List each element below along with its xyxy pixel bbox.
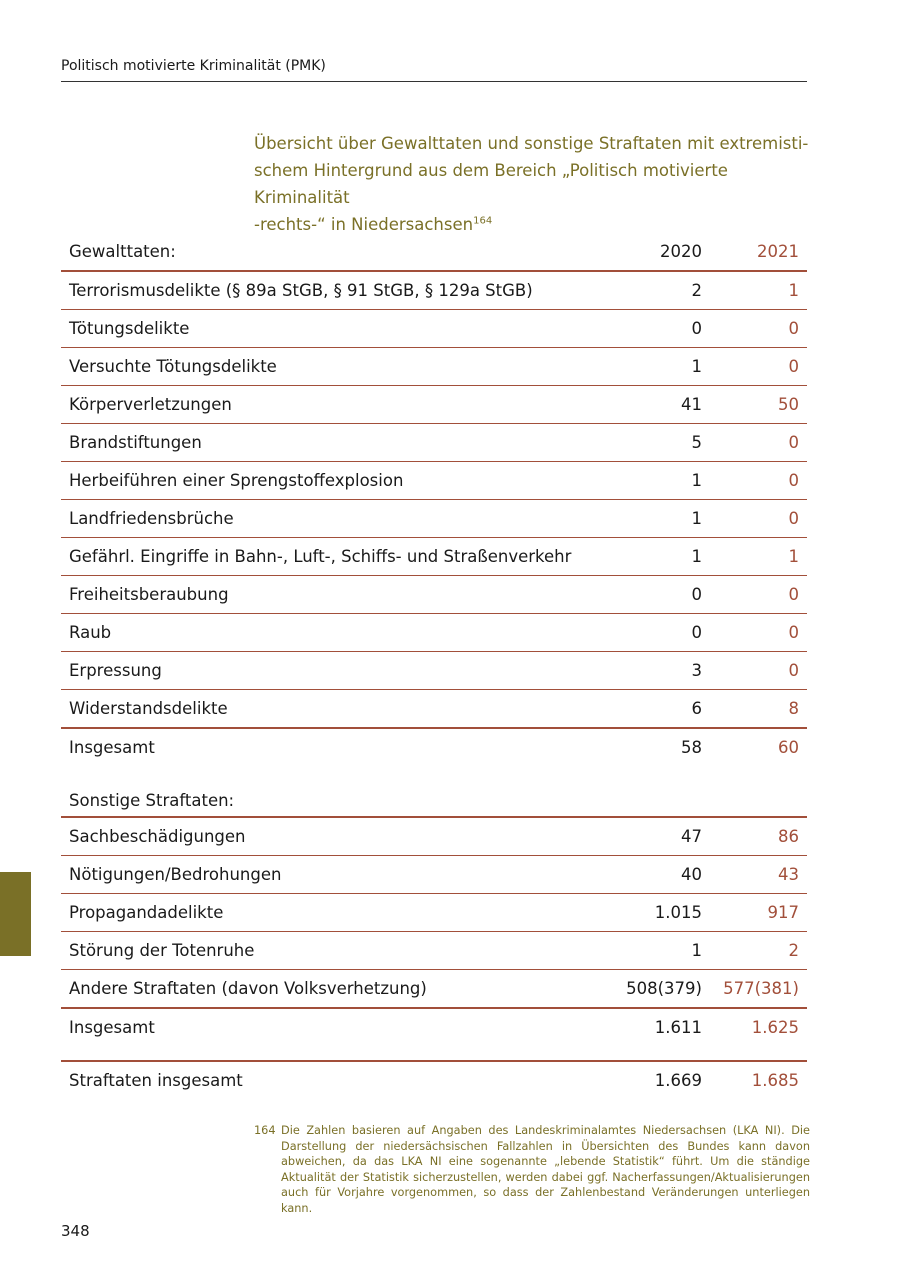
row-label: Straftaten insgesamt [69,1071,243,1090]
table-row [61,690,807,729]
row-label: Körperverletzungen [69,395,232,414]
row-label: Terrorismusdelikte (§ 89a StGB, § 91 StGB, § 129a StGB) [69,281,533,300]
value-2020: 47 [681,827,702,846]
value-2021: 0 [788,585,799,604]
row-label: Gefährl. Eingriffe in Bahn-, Luft-, Schiffs- und Straßenverkehr [69,547,572,566]
table-row [61,970,807,1009]
value-2020: 1 [691,941,702,960]
value-2020: 58 [681,738,702,757]
row-label: Andere Straftaten (davon Volksverhetzung) [69,979,427,998]
table-row [61,348,807,386]
table-row [61,310,807,348]
table-row [61,500,807,538]
table-row [61,614,807,652]
column-header-2020: 2020 [660,241,702,261]
value-2020: 5 [691,433,702,452]
other-crimes-rows [61,818,807,1009]
value-2021: 1 [788,547,799,566]
column-header-2021: 2021 [757,241,799,261]
footnote-number: 164 [254,1124,276,1137]
violent-crimes-rows [61,272,807,729]
row-label: Freiheitsberaubung [69,585,229,604]
violent-total-row [61,729,807,766]
chapter-side-tab [0,872,31,956]
value-2021: 1 [788,281,799,300]
table-row [61,894,807,932]
value-2021: 1.685 [751,1071,799,1090]
value-2021: 577(381) [723,979,799,998]
value-2020: 1 [691,471,702,490]
caption-line: schem Hintergrund aus dem Bereich „Politisch motivierte Kriminalität [254,161,728,207]
row-label: Insgesamt [69,1018,155,1037]
value-2021: 50 [778,395,799,414]
value-2021: 0 [788,509,799,528]
page-number: 348 [61,1222,90,1240]
row-label: Raub [69,623,112,642]
row-label: Herbeiführen einer Sprengstoffexplosion [69,471,404,490]
value-2021: 0 [788,661,799,680]
value-2021: 0 [788,623,799,642]
row-label: Widerstandsdelikte [69,699,228,718]
value-2021: 0 [788,357,799,376]
row-label: Störung der Totenruhe [69,941,255,960]
caption-line-text: -rechts-“ in Niedersachsen [254,215,474,234]
table-row [61,818,807,856]
crime-statistics-table [61,232,807,1099]
value-2021: 8 [788,699,799,718]
row-label: Versuchte Tötungsdelikte [69,357,277,376]
footnote-text: Die Zahlen basieren auf Angaben des Landeskriminalamtes Niedersachsen (LKA NI). Die Darstellung der niedersächsischen Fallzahlen in Übersichten des Bundes kann davon abweichen, da das LKA NI eine sogenannte „lebende Statistik“ führt. Um die ständige Aktualität der Statistik sicherzustellen, werden dabei ggf. Nacherfassungen/Aktualisierungen auch für Vorjahre vorgenommen, so dass der Zahlenbestand Veränderungen unterliegen kann. [281,1124,810,1215]
value-2020: 0 [691,585,702,604]
value-2020: 41 [681,395,702,414]
value-2021: 1.625 [751,1018,799,1037]
header-rule [61,81,807,82]
value-2020: 2 [691,281,702,300]
row-label: Propagandadelikte [69,903,224,922]
value-2021: 0 [788,319,799,338]
grand-total-row [61,1060,807,1099]
row-label: Nötigungen/Bedrohungen [69,865,282,884]
row-label: Erpressung [69,661,162,680]
table-row [61,272,807,310]
value-2021: 60 [778,738,799,757]
value-2020: 40 [681,865,702,884]
table-row [61,538,807,576]
value-2020: 0 [691,623,702,642]
caption-line: Übersicht über Gewalttaten und sonstige Straftaten mit extremisti- [254,134,809,153]
table-header-row [61,232,807,272]
value-2020: 1.669 [654,1071,702,1090]
value-2021: 917 [767,903,799,922]
other-crimes-header-row [61,766,807,818]
table-row [61,462,807,500]
value-2020: 0 [691,319,702,338]
value-2020: 1 [691,357,702,376]
violent-crimes-header: Gewalttaten: [69,241,176,261]
table-row [61,652,807,690]
value-2020: 3 [691,661,702,680]
running-head: Politisch motivierte Kriminalität (PMK) [61,58,326,74]
table-row [61,856,807,894]
value-2020: 1 [691,509,702,528]
value-2020: 1.611 [654,1018,702,1037]
value-2021: 2 [788,941,799,960]
footnote-reference[interactable]: 164 [473,215,493,227]
table-row [61,386,807,424]
row-label: Landfriedensbrüche [69,509,234,528]
table-row [61,932,807,970]
value-2021: 86 [778,827,799,846]
row-label: Sachbeschädigungen [69,827,246,846]
value-2021: 0 [788,433,799,452]
value-2020: 1 [691,547,702,566]
value-2020: 1.015 [654,903,702,922]
value-2020: 6 [691,699,702,718]
table-row [61,424,807,462]
row-label: Brandstiftungen [69,433,202,452]
table-caption [254,130,810,238]
other-crimes-header: Sonstige Straftaten: [69,791,235,810]
other-total-row [61,1009,807,1046]
value-2021: 0 [788,471,799,490]
value-2021: 43 [778,865,799,884]
value-2020: 508(379) [626,979,702,998]
row-label: Tötungsdelikte [69,319,190,338]
footnote [254,1123,810,1216]
table-row [61,576,807,614]
row-label: Insgesamt [69,738,155,757]
